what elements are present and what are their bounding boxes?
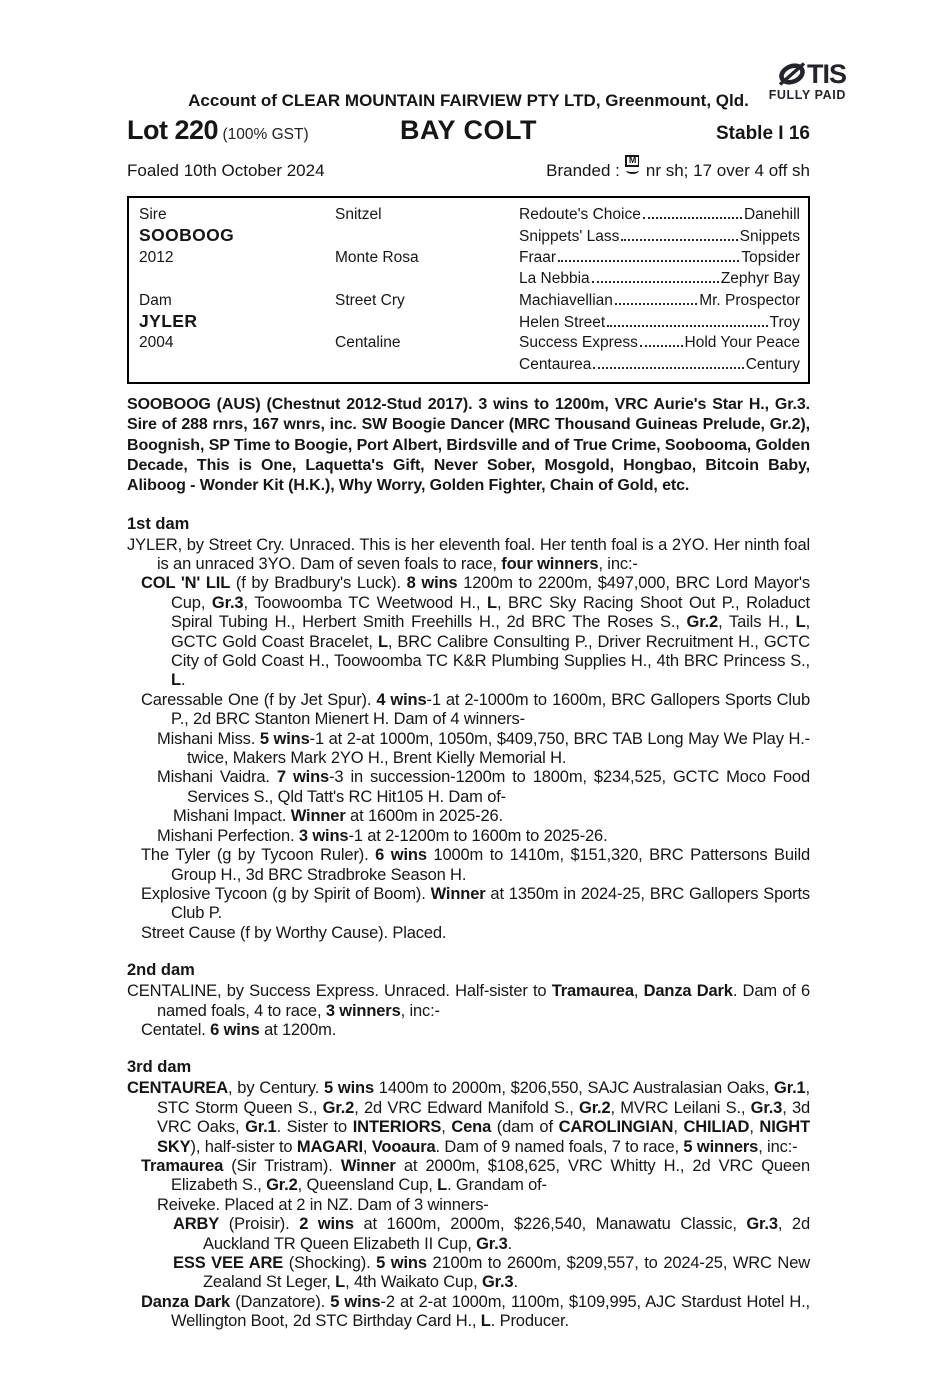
dot-leader [621, 239, 737, 241]
ancestor-name: Success Express [519, 334, 638, 352]
dam-section-heading: 2nd dam [127, 961, 195, 980]
ancestor-row [519, 247, 800, 268]
foaled-date: Foaled 10th October 2024 [127, 161, 325, 180]
dam-label: Dam [139, 291, 172, 309]
sire-year: 2012 [139, 248, 174, 266]
pedigree-entry: Mishani Impact. Winner at 1600m in 2025-26. [173, 807, 503, 826]
ancestor-sire-name: Danehill [743, 206, 800, 223]
account-line: Account of CLEAR MOUNTAIN FAIRVIEW PTY LTD, Greenmount, Qld. [188, 91, 749, 110]
ancestor-row [519, 312, 800, 333]
dot-leader [615, 303, 697, 305]
pedigree-entry: Explosive Tycoon (g by Spirit of Boom). Winner at 1350m in 2024-25, BRC Gallopers Sports Club P. [141, 884, 810, 923]
pedigree-entry: The Tyler (g by Tycoon Ruler). 6 wins 1000m to 1410m, $151,320, BRC Pattersons Build Group H., 3d BRC Stradbroke Season H. [141, 846, 810, 884]
dam-dam-name: Centaline [335, 334, 401, 352]
dam-section-heading: 3rd dam [127, 1058, 192, 1077]
sire-sire-name: Snitzel [335, 206, 382, 223]
dot-leader [592, 281, 719, 283]
brand-underline [626, 169, 639, 174]
ancestor-row [519, 290, 800, 311]
qtis-logo [769, 60, 846, 102]
lot-left [127, 115, 400, 146]
pedigree-entry: JYLER, by Street Cry. Unraced. This is her eleventh foal. Her tenth foal is a 2YO. Her ninth foal is an unraced 3YO. Dam of seven foals to race, four winners, inc:- [127, 535, 810, 574]
branded-prefix: Branded : [546, 161, 620, 180]
sire-name: SOOBOOG [139, 225, 235, 246]
dam-sections [127, 515, 810, 1332]
ancestor-row [519, 226, 800, 247]
ancestor-sire-name: Snippets [739, 228, 800, 246]
qtis-q-icon [777, 60, 807, 87]
gst-note: (100% GST) [222, 126, 309, 143]
brand-m-letter: M [628, 155, 637, 165]
branded-description: nr sh; 17 over 4 off sh [645, 161, 810, 180]
stable-label: Stable I 16 [716, 123, 810, 144]
dot-leader [643, 217, 742, 219]
ancestor-name: Machiavellian [519, 291, 613, 309]
pedigree-entry: ARBY (Proisir). 2 wins at 1600m, 2000m, $226,540, Manawatu Classic, Gr.3, 2d Auckland TR Queen Elizabeth II Cup, Gr.3. [173, 1215, 810, 1253]
ancestor-sire-name: Mr. Prospector [699, 291, 800, 309]
ancestor-name: Centaurea [519, 355, 592, 373]
sire-dam-name: Monte Rosa [335, 248, 419, 266]
ancestor-sire-name: Topsider [741, 248, 800, 266]
pedigree-table [127, 196, 810, 384]
pedigree-entry: Mishani Perfection. 3 wins-1 at 2-1200m to 1600m to 2025-26. [157, 826, 608, 845]
ancestor-row [519, 354, 800, 375]
dam-year: 2004 [139, 334, 174, 352]
ancestor-sire-name: Troy [769, 313, 800, 331]
ancestor-row [519, 332, 800, 353]
dam-sire-name: Street Cry [335, 291, 405, 309]
cm-brand-mark-icon [624, 155, 642, 176]
ancestor-row [519, 204, 800, 225]
sire-summary: SOOBOOG (AUS) (Chestnut 2012-Stud 2017). 3 wins to 1200m, VRC Aurie's Star H., Gr.3. Sire of 288 rnrs, 167 wnrs, inc. SW Boogie Dancer (MRC Thousand Guineas Prelude, Gr.2), Boognish, SP Time to Boogie, Port Albert, Birdsville and of True Crime, Soobooma, Golden Decade, This is One, Laquetta's Gift, Never Sober, Mosgold, Hongbao, Bitcoin Baby, Aliboog - Wonder Kit (H.K.), Why Worry, Golden Fighter, Chain of Gold, etc. [127, 396, 810, 495]
pedigree-entry: Reiveke. Placed at 2 in NZ. Dam of 3 winners- [157, 1195, 489, 1214]
dam-section-heading: 1st dam [127, 514, 190, 533]
ancestor-sire-name: Hold Your Peace [684, 334, 800, 352]
pedigree-entry: ESS VEE ARE (Shocking). 5 wins 2100m to 2600m, $209,557, to 2024-25, WRC New Zealand St Leger, L, 4th Waikato Cup, Gr.3. [173, 1254, 810, 1292]
pedigree-entry: Caressable One (f by Jet Spur). 4 wins-1 at 2-1000m to 1600m, BRC Gallopers Sports Club P., 2d BRC Stanton Mienert H. Dam of 4 winners- [141, 690, 810, 729]
qtis-logo-text: TIS [806, 58, 846, 89]
pedigree-entry: Mishani Vaidra. 7 wins-3 in succession-1200m to 1800m, $234,525, GCTC Moco Food Services S., Qld Tatt's RC Hit105 H. Dam of- [157, 768, 810, 806]
dot-leader [607, 325, 767, 327]
dam-name: JYLER [139, 310, 198, 331]
sire-label: Sire [139, 206, 167, 223]
dot-leader [558, 260, 739, 262]
pedigree-entry: CENTAUREA, by Century. 5 wins 1400m to 2000m, $206,550, SAJC Australasian Oaks, Gr.1, STC Storm Queen S., Gr.2, 2d VRC Edward Manifold S., Gr.2, MVRC Leilani S., Gr.3, 3d VRC Oaks, Gr.1. Sister to INTERIORS, Cena (dam of CAROLINGIAN, CHILIAD, NIGHT SKY), half-sister to MAGARI, Vooaura. Dam of 9 named foals, 7 to race, 5 winners, inc:- [127, 1079, 811, 1156]
pedigree-entry: COL 'N' LIL (f by Bradbury's Luck). 8 wins 1200m to 2200m, $497,000, BRC Lord Mayor's Cup, Gr.3, Toowoomba TC Weetwood H., L, BRC Sky Racing Shoot Out P., Roladuct Spiral Tubing H., Herbert Smith Freehills H., 2d BRC The Roses S., Gr.2, Tails H., L, GCTC Gold Coast Bracelet, L, BRC Calibre Consulting P., Driver Recruitment H., GCTC City of Gold Coast H., Toowoomba TC K&R Plumbing Supplies H., 4th BRC Princess S., L. [141, 574, 810, 690]
ancestor-name: Helen Street [519, 313, 606, 331]
ancestor-sire-name: Century [745, 355, 800, 373]
pedigree-entry: Street Cause (f by Worthy Cause). Placed. [141, 923, 447, 942]
horse-title: BAY COLT [399, 115, 538, 145]
ancestor-name: Fraar [519, 248, 557, 266]
lot-row [127, 115, 810, 146]
ancestor-sire-name: Zephyr Bay [720, 270, 800, 288]
ancestor-name: Redoute's Choice [519, 206, 641, 223]
pedigree-entry: Danza Dark (Danzatore). 5 wins-2 at 2-at 1000m, 1100m, $109,995, AJC Stardust Hotel H., Wellington Boot, 2d STC Birthday Card H., L. Producer. [141, 1292, 810, 1331]
pedigree-entry: Tramaurea (Sir Tristram). Winner at 2000m, $108,625, VRC Whitty H., 2d VRC Queen Elizabeth S., Gr.2, Queensland Cup, L. Grandam of- [141, 1156, 810, 1195]
ancestor-name: La Nebbia [519, 270, 590, 288]
branded-info [546, 155, 810, 181]
pedigree-entry: Centatel. 6 wins at 1200m. [141, 1020, 337, 1039]
lot-number: Lot 220 [127, 115, 219, 145]
qtis-fully-paid-label: FULLY PAID [768, 88, 846, 102]
dot-leader [593, 367, 743, 369]
ancestor-row [519, 268, 800, 289]
pedigree-entry: Mishani Miss. 5 wins-1 at 2-at 1000m, 1050m, $409,750, BRC TAB Long May We Play H.-twice, Makers Mark 2YO H., Brent Kielly Memorial H. [157, 729, 810, 768]
pedigree-entry: CENTALINE, by Success Express. Unraced. Half-sister to Tramaurea, Danza Dark. Dam of 6 named foals, 4 to race, 3 winners, inc:- [127, 982, 811, 1020]
dot-leader [640, 345, 683, 347]
foaled-row [127, 155, 810, 181]
ancestor-name: Snippets' Lass [519, 228, 620, 246]
